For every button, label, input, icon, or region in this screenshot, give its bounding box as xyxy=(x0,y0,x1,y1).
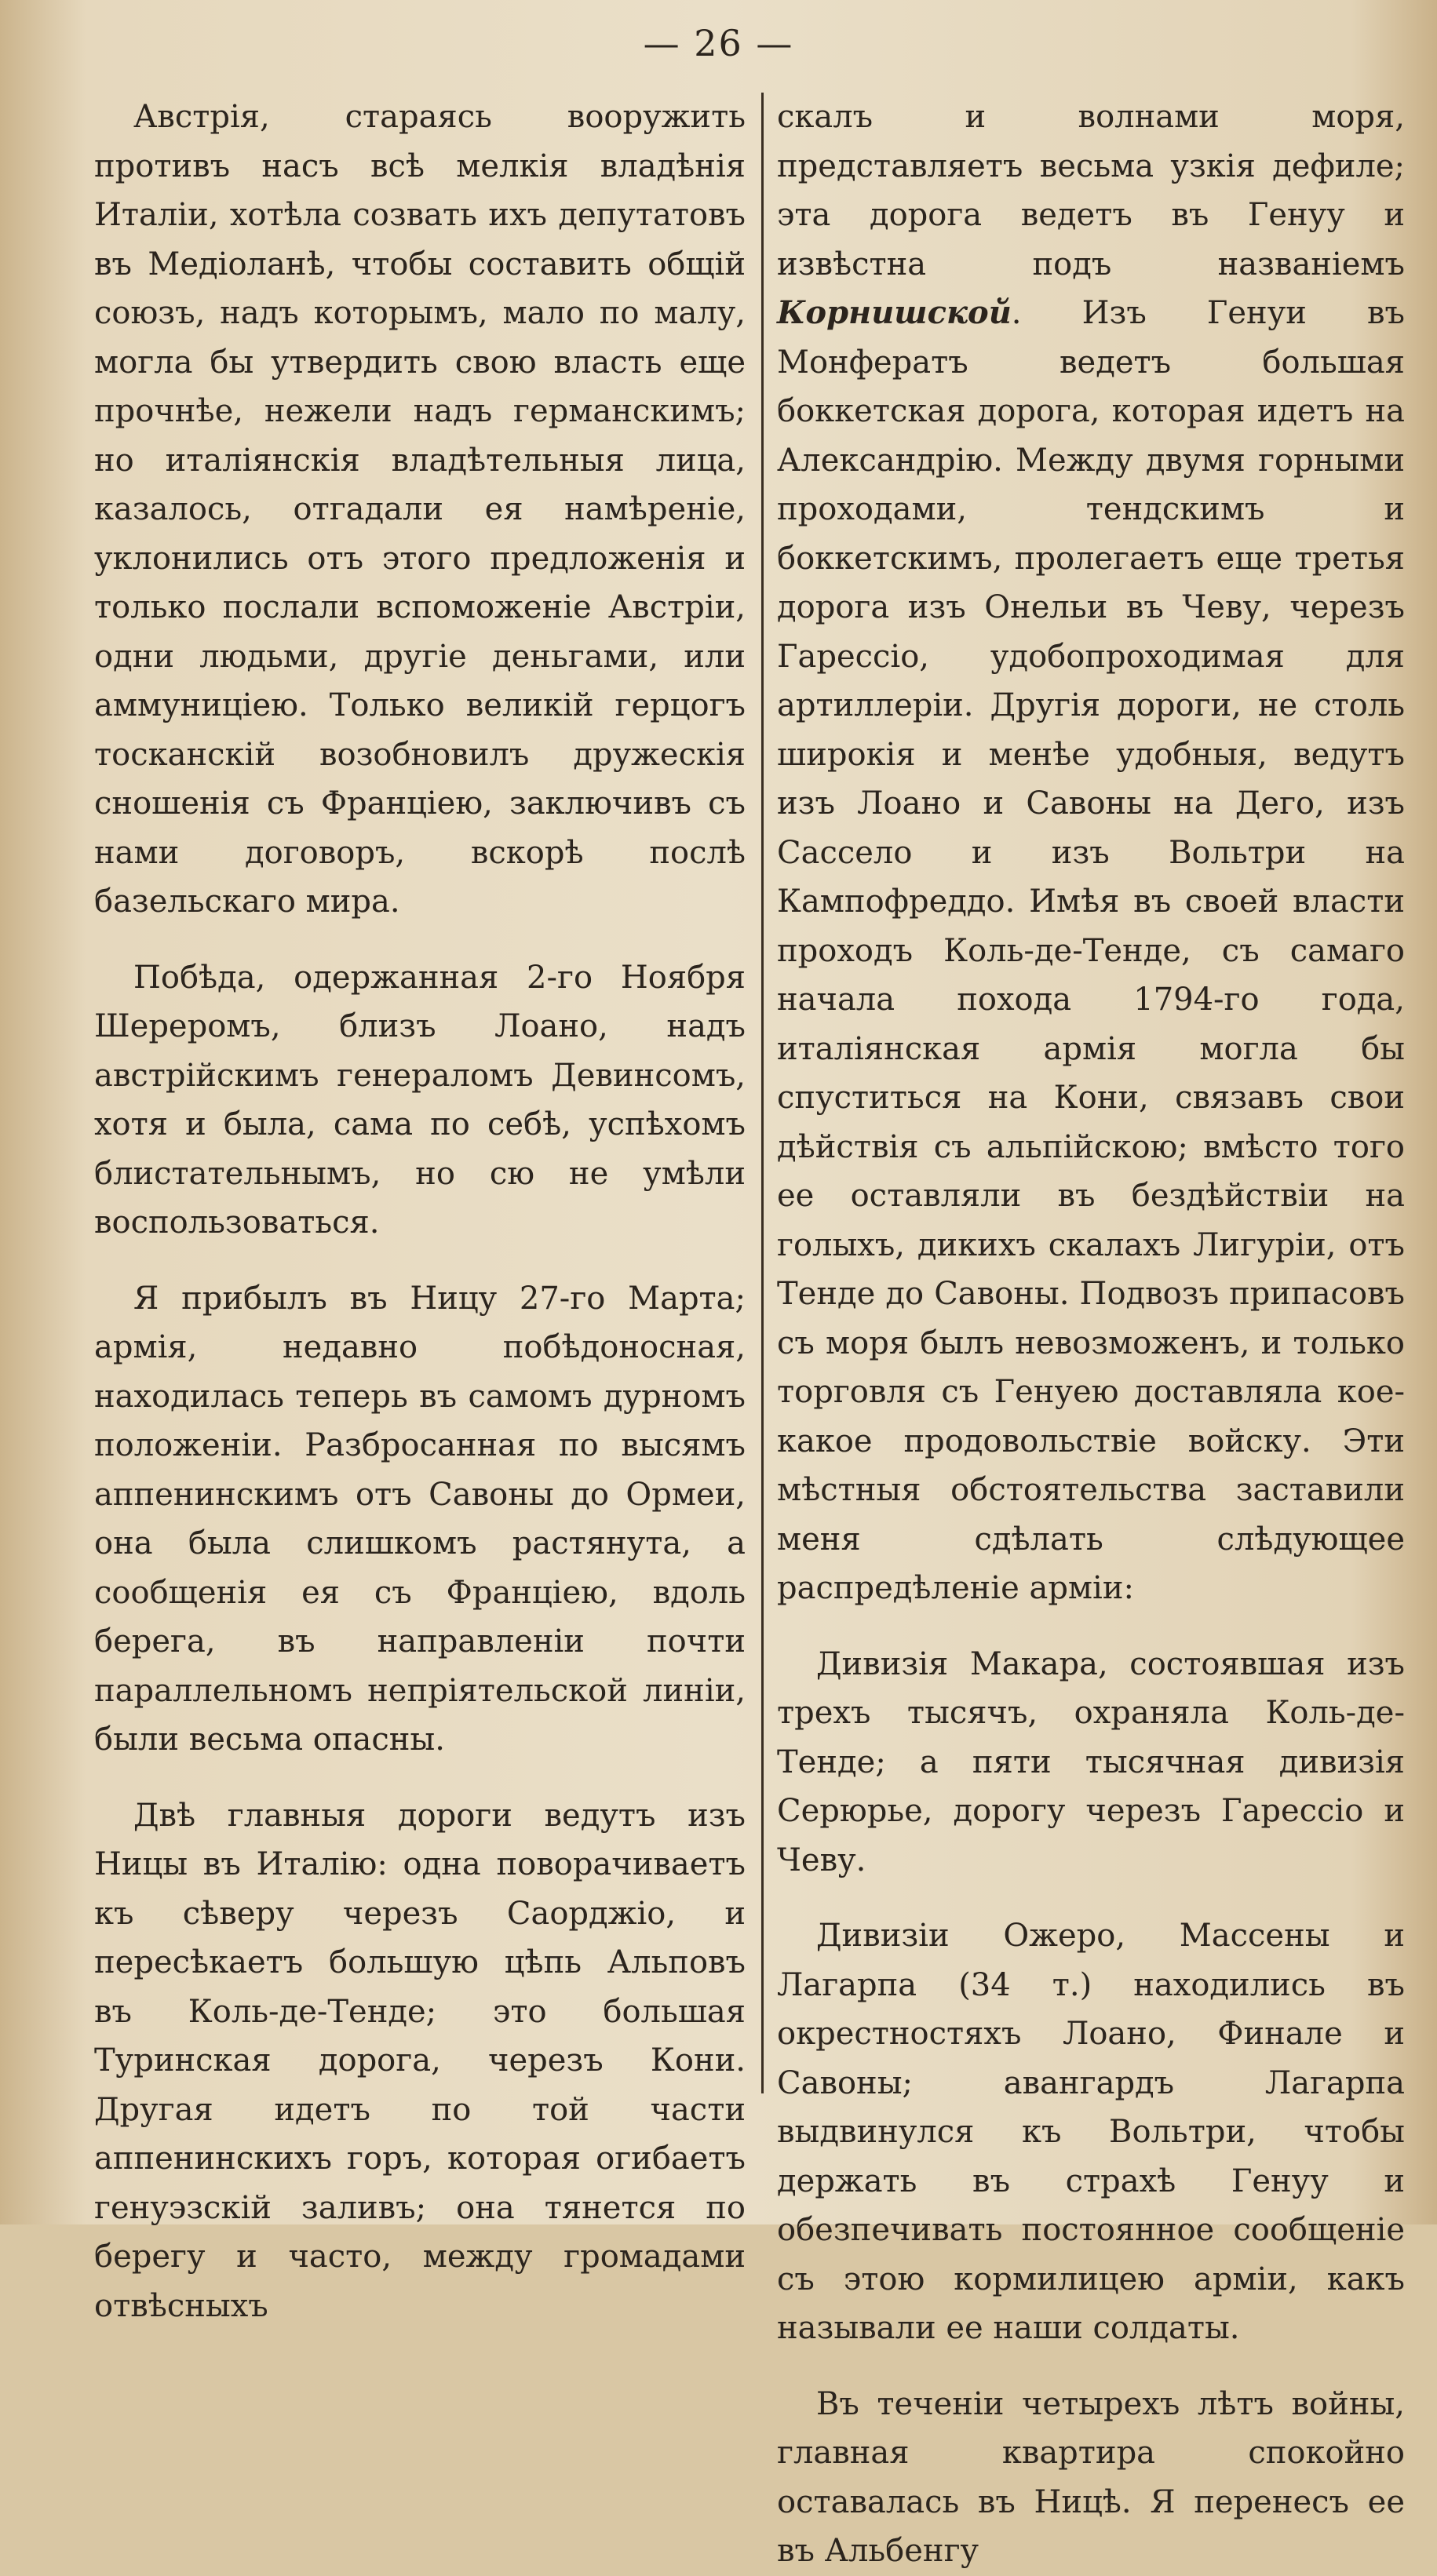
paragraph: Австрія, стараясь вооружить противъ насъ всѣ мелкія владѣнія Италіи, хотѣла созвать ихъ депутатовъ въ Медіоланѣ, чтобы составить общій союзъ, надъ которымъ, мало по малу, могла бы утвердить свою власть еще прочнѣе, нежели надъ германскимъ; но италіянскія владѣтельныя лица, казалось, отгадали ея намѣреніе, уклонились отъ этого предложенія и только послали вспоможеніе Австріи, одни людьми, другіе деньгами, или аммуниціею. Только великій герцогъ тосканскій возобновилъ дружескія сношенія съ Франціею, заключивъ съ нами договоръ, вскорѣ послѣ базельскаго мира. xyxy=(94,99,746,920)
emphasized-term: Корнишской xyxy=(777,294,1012,331)
paragraph: Дивизіи Ожеро, Массены и Лагарпа (34 т.) находились въ окрестностяхъ Лоано, Финале и Савоны; авангардъ Лагарпа выдвинулся къ Вольтри, чтобы держать въ страхѣ Генуу и обезпечивать постоянное сообщеніе съ этою кормилицею арміи, какъ называли ее наши солдаты. xyxy=(777,1918,1405,2346)
paragraph: Двѣ главныя дороги ведутъ изъ Ницы въ Италію: одна поворачиваетъ къ сѣверу черезъ Саорджіо, и пересѣкаетъ большую цѣпь Альповъ въ Коль-де-Тенде; это большая Туринская дорога, черезъ Кони. Другая идетъ по той части аппенинскихъ горъ, которая огибаетъ генуэзскій заливъ; она тянется по берегу и часто, между громадами отвѣсныхъ xyxy=(94,1797,746,2324)
left-column xyxy=(94,93,746,2324)
paragraph: Побѣда, одержанная 2-го Ноября Шереромъ, близъ Лоано, надъ австрійскимъ генераломъ Девинсомъ, хотя и была, сама по себѣ, успѣхомъ блистательнымъ, но сю не умѣли воспользоваться. xyxy=(94,959,746,1241)
paragraph-continued xyxy=(777,93,1405,1613)
paragraph-text: . Изъ Генуи въ Монфератъ ведетъ большая боккетская дорога, которая идетъ на Александрію. Между двумя горными проходами, тендскимъ и боккетскимъ, пролегаетъ еще третья дорога изъ Онельи въ Чеву, черезъ Гарессіо, удобопроходимая для артиллеріи. Другія дороги, не столь широкія и менѣе удобныя, ведутъ изъ Лоано и Савоны на Дего, изъ Сассело и изъ Вольтри на Кампофреддо. Имѣя въ своей власти проходъ Коль-де-Тенде, съ самаго начала похода 1794-го года, италіянская армія могла бы спуститься на Кони, связавъ свои дѣйствія съ альпійскою; вмѣсто того ее оставляли въ бездѣйствіи на голыхъ, дикихъ скалахъ Лигуріи, отъ Тенде до Савоны. Подвозъ припасовъ съ моря былъ невозможенъ, и только торговля съ Генуею доставляла кое-какое продовольствіе войску. Эти мѣстныя обстоятельства заставили меня сдѣлать слѣдующее распредѣленіе арміи: xyxy=(777,295,1405,1606)
paragraph: Въ теченіи четырехъ лѣтъ войны, главная квартира спокойно оставалась въ Ницѣ. Я перенесъ ее въ Альбенгу xyxy=(777,2385,1405,2569)
paragraph: Дивизія Макара, состоявшая изъ трехъ тысячъ, охраняла Коль-де-Тенде; а пяти тысячная дивизія Серюрье, дорогу черезъ Гарессіо и Чеву. xyxy=(777,1645,1405,1878)
paragraph-text: скалъ и волнами моря, представляетъ весьма узкія дефиле; эта дорога ведетъ въ Генуу и извѣстна подъ названіемъ xyxy=(777,99,1405,282)
column-divider xyxy=(761,93,764,2093)
right-column xyxy=(777,93,1405,2569)
paragraph: Я прибылъ въ Ницу 27-го Марта; армія, недавно побѣдоносная, находилась теперь въ самомъ дурномъ положеніи. Разбросанная по высямъ аппенинскимъ отъ Савоны до Ормеи, она была слишкомъ растянута, а сообщенія ея съ Франціею, вдоль берега, въ направленіи почти параллельномъ непріятельской линіи, были весьма опасны. xyxy=(94,1280,746,1758)
page-number: — 26 — xyxy=(643,22,794,64)
